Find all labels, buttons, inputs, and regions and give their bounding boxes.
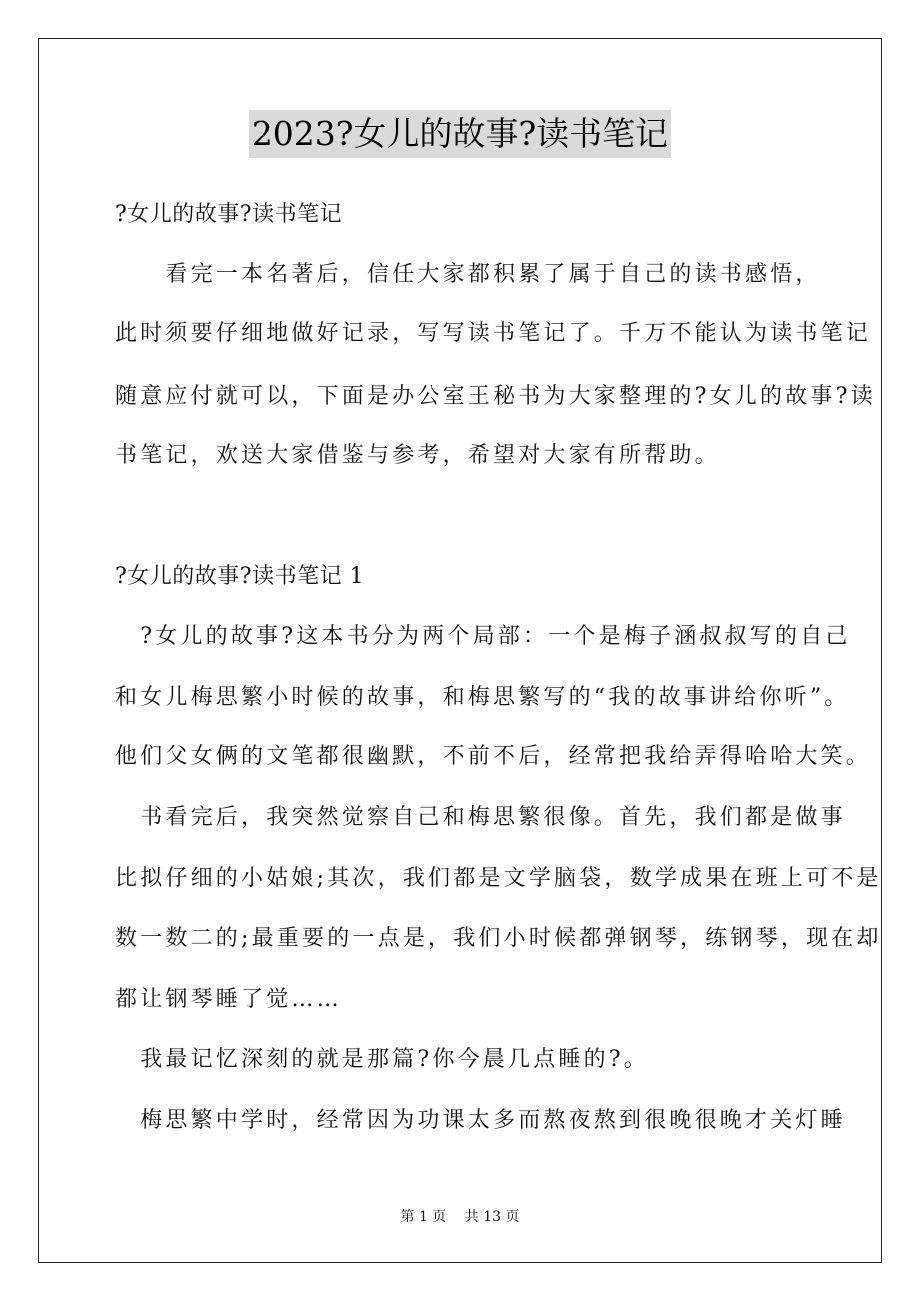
- paragraph-line: 数一数二的;最重要的一点是，我们小时候都弹钢琴，练钢琴，现在却: [115, 926, 882, 951]
- section-heading-intro: ?女儿的故事?读书笔记: [115, 202, 343, 227]
- paragraph-line: 他们父女俩的文笔都很幽默，不前不后，经常把我给弄得哈哈大笑。: [115, 744, 872, 769]
- paragraph-line: 书看完后，我突然觉察自己和梅思繁很像。首先，我们都是做事: [115, 805, 846, 830]
- section-heading-1: ?女儿的故事?读书笔记 1: [115, 564, 365, 589]
- paragraph-line: 和女儿梅思繁小时候的故事，和梅思繁写的“我的故事讲给你听”。: [115, 685, 850, 710]
- page-number: 第 1 页 共 13 页: [400, 1209, 520, 1225]
- title-container: [0, 110, 920, 158]
- paragraph-line: 此时须要仔细地做好记录，写写读书笔记了。千万不能认为读书笔记: [115, 321, 872, 346]
- paragraph-line: 梅思繁中学时，经常因为功课太多而熬夜熬到很晚很晚才关灯睡: [115, 1108, 846, 1133]
- paragraph-line: 书笔记，欢送大家借鉴与参考，希望对大家有所帮助。: [115, 443, 720, 468]
- paragraph-line: ?女儿的故事?这本书分为两个局部：一个是梅子涵叔叔写的自己: [115, 624, 851, 649]
- paragraph-line: 看完一本名著后，信任大家都积累了属于自己的读书感悟，: [115, 262, 821, 287]
- page-footer: [0, 1207, 920, 1227]
- paragraph-line: 我最记忆深刻的就是那篇?你今晨几点睡的?。: [115, 1047, 649, 1072]
- paragraph-line: 比拟仔细的小姑娘;其次，我们都是文学脑袋，数学成果在班上可不是: [115, 866, 882, 891]
- paragraph-line: 都让钢琴睡了觉……: [115, 987, 342, 1012]
- document-title: 2023?女儿的故事?读书笔记: [249, 110, 671, 158]
- paragraph-line: 随意应付就可以，下面是办公室王秘书为大家整理的?女儿的故事?读: [115, 384, 876, 409]
